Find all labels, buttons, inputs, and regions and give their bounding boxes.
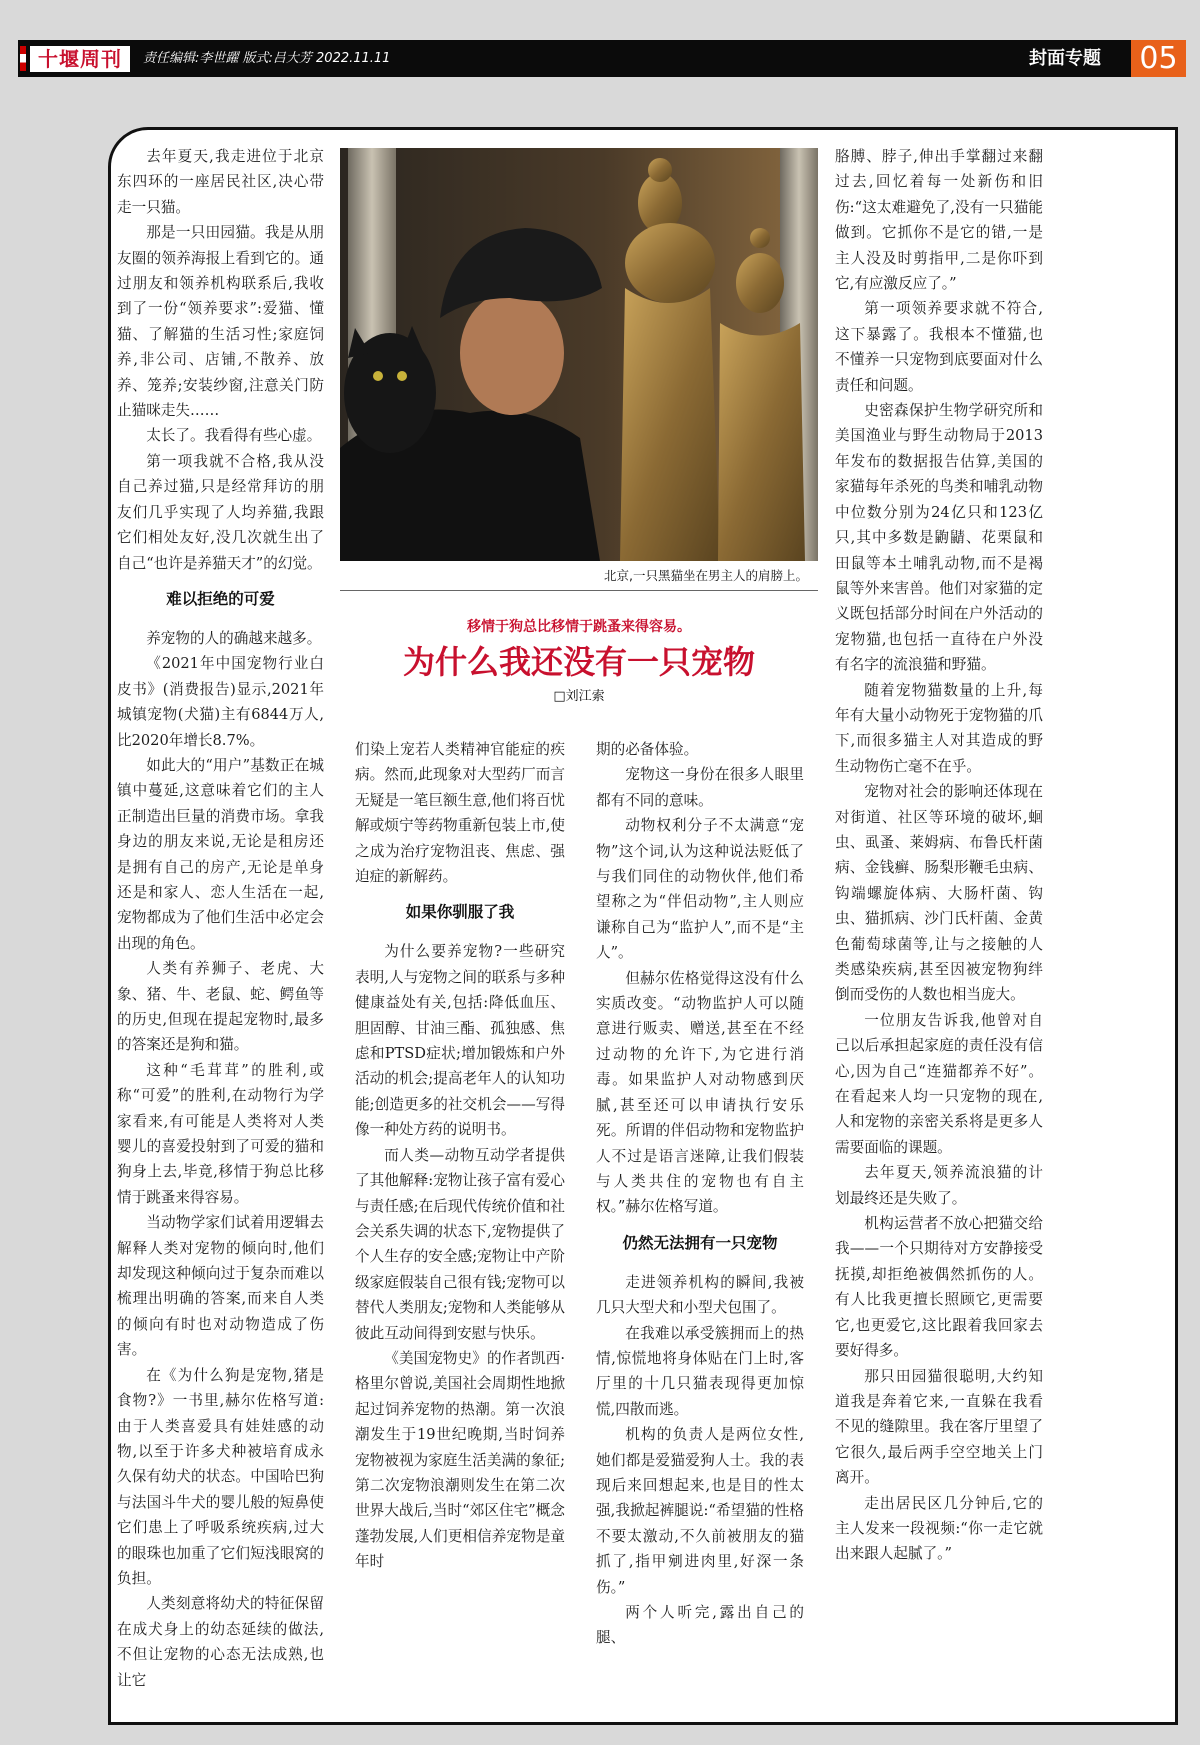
paragraph: 第一项我就不合格,我从没自己养过猫,只是经常拜访的朋友们几乎实现了人均养猫,我跟它们相处友好,没几次就生出了自己“也许是养猫天才”的幻觉。 — [117, 452, 324, 572]
paragraph: 动物权利分子不太满意“宠物”这个词,认为这种说法贬低了与我们同住的动物伙伴,他们希望称之为“伴侣动物”,主人则应谦称自己为“监护人”,而不是“主人”。 — [596, 817, 804, 962]
page-number: 05 — [1131, 40, 1186, 77]
editor-credits: 责任编辑:李世躍 版式:吕大芳 2022.11.11 — [143, 51, 391, 66]
article-deck: 移情于狗总比移情于跳蚤来得容易。 — [467, 619, 691, 635]
article-column-3 — [596, 737, 804, 1651]
paragraph: 这种“毛茸茸”的胜利,或称“可爱”的胜利,在动物行为学家看来,有可能是人类将对人类婴儿的喜爱投射到了可爱的猫和狗身上去,毕竟,移情于狗总比移情于跳蚤来得容易。 — [117, 1061, 324, 1206]
masthead — [18, 40, 130, 77]
paragraph: 太长了。我看得有些心虚。 — [146, 427, 322, 445]
paragraph: 期的必备体验。 — [596, 741, 699, 758]
paragraph: 宠物对社会的影响还体现在对街道、社区等环境的破坏,蛔虫、虱蚤、莱姆病、布鲁氏杆菌病、金钱癣、肠梨形鞭毛虫病、钩端螺旋体病、大肠杆菌、钩虫、猫抓病、沙门氏杆菌、金黄色葡萄球菌等,让与之接触的人类感染疾病,甚至因被宠物狗绊倒而受伤的人数也相当庞大。 — [835, 783, 1043, 1004]
paragraph: 《美国宠物史》的作者凯西·格里尔曾说,美国社会周期性地掀起过饲养宠物的热潮。第一次浪潮发生于19世纪晚期,当时饲养宠物被视为家庭生活美满的象征;第二次宠物浪潮则发生在第二次世界大战后,当时“郊区住宅”概念蓬勃发展,人们更相信养宠物是童年时 — [355, 1349, 565, 1571]
paragraph: 去年夏天,领养流浪猫的计划最终还是失败了。 — [835, 1164, 1043, 1207]
paragraph: 为什么要养宠物?一些研究表明,人与宠物之间的联系与多种健康益处有关,包括:降低血压、胆固醇、甘油三酯、孤独感、焦虑和PTSD症状;增加锻炼和户外活动的机会;提高老年人的认知功能;创造更多的社交机会——写得像一种处方药的说明书。 — [355, 943, 565, 1139]
masthead-logo: 十堰周刊 — [30, 46, 130, 72]
paragraph: 去年夏天,我走进位于北京东四环的一座居民社区,决心带走一只猫。 — [117, 148, 324, 216]
paragraph: 人类刻意将幼犬的特征保留在成犬身上的幼态延续的做法,不但让宠物的心态无法成熟,也让它 — [117, 1595, 324, 1689]
paragraph: 当动物学家们试着用逻辑去解释人类对宠物的倾向时,他们却发现这种倾向过于复杂而难以梳理出明确的答案,而来自人类的倾向有时也对动物造成了伤害。 — [117, 1214, 324, 1359]
paragraph: 随着宠物猫数量的上升,每年有大量小动物死于宠物猫的爪下,而很多猫主人对其造成的野生动物伤亡毫不在乎。 — [835, 681, 1043, 775]
paragraph: 如此大的“用户”基数正在城镇中蔓延,这意味着它们的主人正制造出巨量的消费市场。拿我身边的朋友来说,无论是租房还是拥有自己的房产,无论是单身还是和家人、恋人生活在一起,宠物都成为了他们生活中必定会出现的角色。 — [117, 756, 324, 952]
section-heading: 难以拒绝的可爱 — [166, 589, 275, 608]
paragraph: 走出居民区几分钟后,它的主人发来一段视频:“你一走它就出来跟人起腻了。” — [835, 1494, 1043, 1563]
paragraph: 胳膊、脖子,伸出手掌翻过来翻过去,回忆着每一处新伤和旧伤:“这太难避免了,没有一只猫能做到。它抓你不是它的错,一是主人没及时剪指甲,二是你吓到它,有应激反应了。” — [835, 148, 1043, 293]
paragraph: 机构的负责人是两位女性,她们都是爱猫爱狗人士。我的表现后来回想起来,也是目的性太强,我掀起裤腿说:“希望猫的性格不要太激动,不久前被朋友的猫抓了,指甲剜进肉里,好深一条伤。” — [596, 1426, 804, 1596]
article-photo — [340, 148, 818, 561]
paragraph: 两个人听完,露出自己的腿、 — [596, 1604, 804, 1647]
paragraph: 史密森保护生物学研究所和美国渔业与野生动物局于2013年发布的数据报告估算,美国的家猫每年杀死的鸟类和哺乳动物中位数分别为24亿只和123亿只,其中多数是鼩鼱、花栗鼠和田鼠等本土哺乳动物,而不是褐鼠等外来害兽。他们对家猫的定义既包括部分时间在户外活动的宠物猫,也包括一直待在户外没有名字的流浪猫和野猫。 — [835, 402, 1043, 674]
article-column-1 — [117, 144, 324, 1693]
paragraph: 一位朋友告诉我,他曾对自己以后承担起家庭的责任没有信心,因为自己“连猫都养不好”。在看起来人均一只宠物的现在,人和宠物的亲密关系将是更多人需要面临的课题。 — [835, 1011, 1043, 1156]
paragraph: 走进领养机构的瞬间,我被几只大型犬和小型犬包围了。 — [596, 1273, 804, 1317]
paragraph: 但赫尔佐格觉得这没有什么实质改变。“动物监护人可以随意进行贩卖、赠送,甚至在不经过动物的允许下,为它进行消毒。如果监护人对动物感到厌腻,甚至还可以申请执行安乐死。所谓的伴侣动物和宠物监护人不过是语言迷障,让我们假装与人类共住的宠物也有自主权。”赫尔佐格写道。 — [596, 969, 804, 1216]
paragraph: 而人类—动物互动学者提供了其他解释:宠物让孩子富有爱心与责任感;在后现代传统价值和社会关系失调的状态下,宠物提供了个人生存的安全感;宠物让中产阶级家庭假装自己很有钱;宠物可以替代人类朋友;宠物和人类能够从彼此互动间得到安慰与快乐。 — [355, 1146, 565, 1342]
paragraph: 在《为什么狗是宠物,猪是食物?》一书里,赫尔佐格写道:由于人类喜爱具有娃娃感的动物,以至于许多犬种被培育成永久保有幼犬的状态。中国哈巴狗与法国斗牛犬的婴儿般的短鼻使它们患上了呼吸系统疾病,过大的眼珠也加重了它们短浅眼窝的负担。 — [117, 1366, 324, 1587]
masthead-stripe — [20, 46, 26, 71]
paragraph: 那是一只田园猫。我是从朋友圈的领养海报上看到它的。通过朋友和领养机构联系后,我收到了一份“领养要求”:爱猫、懂猫、了解猫的生活习性;家庭饲养,非公司、店铺,不散养、放养、笼养;安装纱窗,注意关门防止猫咪走失…… — [117, 224, 324, 420]
paragraph: 人类有养狮子、老虎、大象、猪、牛、老鼠、蛇、鳄鱼等的历史,但现在提起宠物时,最多的答案还是狗和猫。 — [117, 960, 324, 1054]
paragraph: 那只田园猫很聪明,大约知道我是奔着它来,一直躲在我看不见的缝隙里。我在客厅里望了它很久,最后两手空空地关上门离开。 — [835, 1367, 1043, 1487]
article-column-2 — [355, 737, 565, 1575]
section-heading: 仍然无法拥有一只宠物 — [622, 1233, 778, 1252]
paragraph: 《2021年中国宠物行业白皮书》(消费报告)显示,2021年城镇宠物(犬猫)主有6844万人,比2020年增长8.7%。 — [117, 655, 324, 749]
paragraph: 宠物这一身份在很多人眼里都有不同的意味。 — [596, 766, 804, 809]
article-headline: 为什么我还没有一只宠物 — [402, 643, 755, 681]
section-heading: 如果你驯服了我 — [405, 903, 515, 922]
paragraph: 养宠物的人的确越来越多。 — [146, 629, 322, 647]
paragraph: 在我难以承受簇拥而上的热情,惊慌地将身体贴在门上时,客厅里的十几只猫表现得更加惊慌,四散而逃。 — [596, 1324, 804, 1418]
caption-divider — [340, 590, 818, 591]
article-byline: □刘江索 — [553, 689, 605, 704]
paragraph: 们染上宠若人类精神官能症的疾病。然而,此现象对大型药厂而言无疑是一笔巨额生意,他们将百忧解或烦宁等药物重新包装上市,使之成为治疗宠物沮丧、焦虑、强迫症的新解药。 — [355, 741, 565, 886]
photo-caption: 北京,一只黑猫坐在男主人的肩膀上。 — [604, 568, 808, 583]
paragraph: 第一项领养要求就不符合,这下暴露了。我根本不懂猫,也不懂养一只宠物到底要面对什么责任和问题。 — [835, 300, 1043, 394]
page-header — [18, 40, 1186, 77]
section-title: 封面专题 — [1029, 48, 1101, 69]
article-column-4 — [835, 144, 1043, 1567]
paragraph: 机构运营者不放心把猫交给我——一个只期待对方安静接受抚摸,却拒绝被偶然抓伤的人。有人比我更擅长照顾它,更需要它,也更爱它,这比跟着我回家去要好得多。 — [835, 1215, 1043, 1360]
